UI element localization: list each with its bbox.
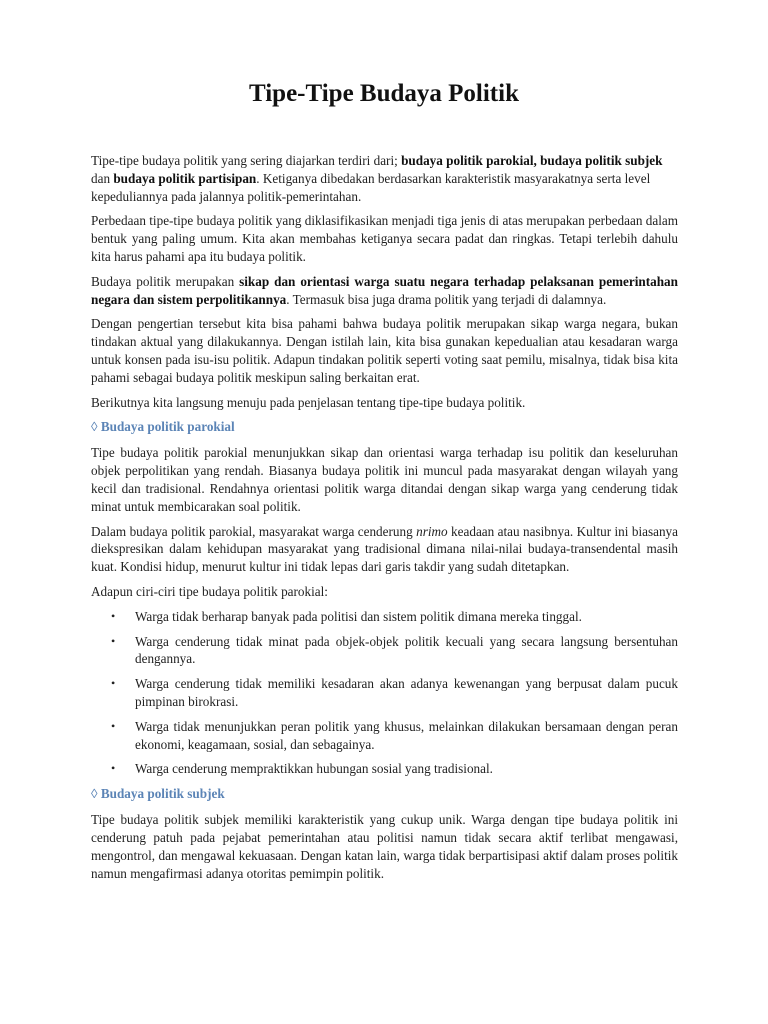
bullet-icon: • [111,761,116,776]
bold-run: sikap dan orientasi warga suatu negara terhadap pelaksanan pemerintahan negara dan sistem perpolitikannya [91,273,678,307]
bold-run: budaya politik parokial, budaya politik subjek [401,153,663,168]
list-item-text: Warga tidak berharap banyak pada politisi dan sistem politik dimana mereka tinggal. [135,608,582,624]
section-heading-parokial: ◊ Budaya politik parokial [91,419,235,435]
bullet-list [91,608,678,778]
intro-paragraph [91,152,678,205]
definition-paragraph [91,273,678,309]
text-run: dan [91,170,114,186]
list-item [91,633,678,669]
text-run: keadaan atau nasibnya. Kultur ini biasanya diekspresikan dalam kehidupan masyarakat yang tradisional dimana nilai-nilai budaya-transendental masih kuat. Kondisi hidup, menurut kultur ini tidak lepas dari garis takdir yang sudah ditetapkan. [91,523,678,575]
paragraph: Adapun ciri-ciri tipe budaya politik parokial: [91,583,328,599]
document-body [91,152,678,889]
list-item [91,675,678,711]
paragraph: Dengan pengertian tersebut kita bisa pahami bahwa budaya politik merupakan sikap warga negara, bukan tindakan aktual yang dilakukannya. Dengan istilah lain, kita bisa gunakan kepedualian atau kesadaran warga untuk konsen pada isu-isu politik. Adapun tindakan politik seperti voting saat pemilu, misalnya, tidak bisa kita pahami sebagai budaya politik meskipun saling berkaitan erat. [91,316,678,385]
italic-run: nrimo [416,523,448,539]
bullet-icon: • [111,718,116,733]
bullet-icon: • [111,676,116,691]
bullet-icon: • [111,633,116,648]
list-item [91,760,678,778]
paragraph: Berikutnya kita langsung menuju pada penjelasan tentang tipe-tipe budaya politik. [91,394,526,410]
paragraph: Perbedaan tipe-tipe budaya politik yang diklasifikasikan menjadi tiga jenis di atas merupakan perbedaan dalam bentuk yang paling umum. Kita akan membahas ketiganya secara padat dan ringkas. Tetapi terlebih dahulu kita harus pahami apa itu budaya politik. [91,213,678,264]
list-item [91,608,678,626]
list-item-text: Warga cenderung mempraktikkan hubungan sosial yang tradisional. [135,761,493,777]
paragraph: Tipe budaya politik parokial menunjukkan sikap dan orientasi warga terhadap isu politik dan keseluruhan objek perpolitikan yang rendah. Biasanya budaya politik ini muncul pada masyarakat dengan wilayah yang kecil dan tradisional. Rendahnya orientasi politik warga ditandai dengan sikap warga yang cenderung tidak minat untuk membicarakan soal politik. [91,445,678,514]
section-heading-subjek: ◊ Budaya politik subjek [91,786,225,802]
list-item-text: Warga cenderung tidak memiliki kesadaran akan adanya kewenangan yang berpusat dalam pucuk pimpinan birokrasi. [135,676,678,709]
text-run: . Ketiganya dibedakan berdasarkan karakteristik masyarakatnya serta level kepeduliannya pada jalannya politik-pemerintahan. [91,170,651,204]
text-run: Tipe-tipe budaya politik yang sering diajarkan terdiri dari; [91,153,402,168]
bold-run: budaya politik partisipan [113,170,257,186]
list-item-text: Warga tidak menunjukkan peran politik yang khusus, melainkan dilakukan bersamaan dengan peran ekonomi, keagamaan, sosial, dan sebagainya. [135,718,678,752]
paragraph [91,523,678,576]
document-title: Tipe-Tipe Budaya Politik [249,80,519,107]
bullet-icon: • [111,608,116,623]
text-run: Budaya politik merupakan [91,273,240,289]
paragraph: Tipe budaya politik subjek memiliki karakteristik yang cukup unik. Warga dengan tipe budaya politik ini cenderung patuh pada pejabat pemerintahan atau politisi namun tidak secara aktif terlibat mengawasi, mengontrol, dan mengawal kekuasaan. Dengan katan lain, warga tidak berpartisipasi aktif dalam proses politik namun mengafirmasi adanya otoritas pemimpin politik. [91,812,678,881]
text-run: Dalam budaya politik parokial, masyarakat warga cenderung [91,523,417,539]
list-item-text: Warga cenderung tidak minat pada objek-objek politik kecuali yang secara langsung bersentuhan dengannya. [135,633,678,667]
list-item [91,718,678,754]
text-run: . Termasuk bisa juga drama politik yang terjadi di dalamnya. [286,291,607,307]
